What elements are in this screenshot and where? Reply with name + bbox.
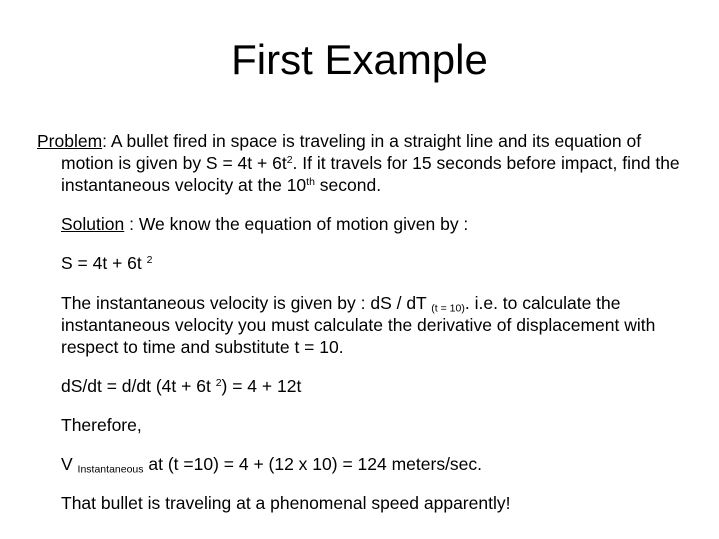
derivative-text-b: ) = 4 + 12t	[221, 376, 302, 396]
problem-paragraph	[37, 130, 687, 196]
therefore-line: Therefore,	[61, 415, 142, 435]
motion-equation-base: S = 4t + 6t	[61, 253, 147, 273]
problem-ordinal: th	[306, 176, 315, 189]
derivative-exponent: 2	[215, 377, 222, 390]
velocity-paragraph	[37, 292, 687, 358]
derivative-equation	[37, 375, 687, 397]
derivative-text-a: dS/dt = d/dt (4t + 6t	[61, 376, 216, 396]
problem-superscript: 2	[286, 154, 293, 167]
result-subscript: Instantaneous	[77, 463, 144, 476]
velocity-text-b: . i.e. to calculate the instantaneous velocity you must calculate the derivative of displacement with respect to time and substitute t = 10.	[61, 293, 656, 357]
slide-body	[37, 130, 687, 514]
result-text: at (t =10) = 4 + (12 x 10) = 124 meters/sec.	[143, 454, 483, 474]
problem-text-b: . If it travels for 15 seconds before impact, find the instantaneous velocity at the 10	[61, 153, 680, 195]
solution-text: : We know the equation of motion given by :	[124, 214, 469, 234]
problem-text-c: second.	[314, 175, 382, 195]
solution-paragraph	[37, 213, 687, 235]
velocity-text-a: The instantaneous velocity is given by : dS / dT	[61, 293, 432, 313]
problem-text-a: : A bullet fired in space is traveling in a straight line and its equation of motion is given by S = 4t + 6t	[61, 131, 642, 173]
solution-label: Solution	[61, 214, 125, 234]
result-v: V	[61, 454, 78, 474]
velocity-subscript: (t = 10)	[431, 302, 465, 315]
slide-title: First Example	[231, 36, 488, 83]
motion-equation-exponent: 2	[146, 254, 153, 267]
motion-equation	[37, 252, 687, 274]
result-line	[37, 453, 687, 475]
conclusion-line: That bullet is traveling at a phenomenal speed apparently!	[61, 493, 511, 513]
problem-label: Problem	[37, 131, 103, 151]
